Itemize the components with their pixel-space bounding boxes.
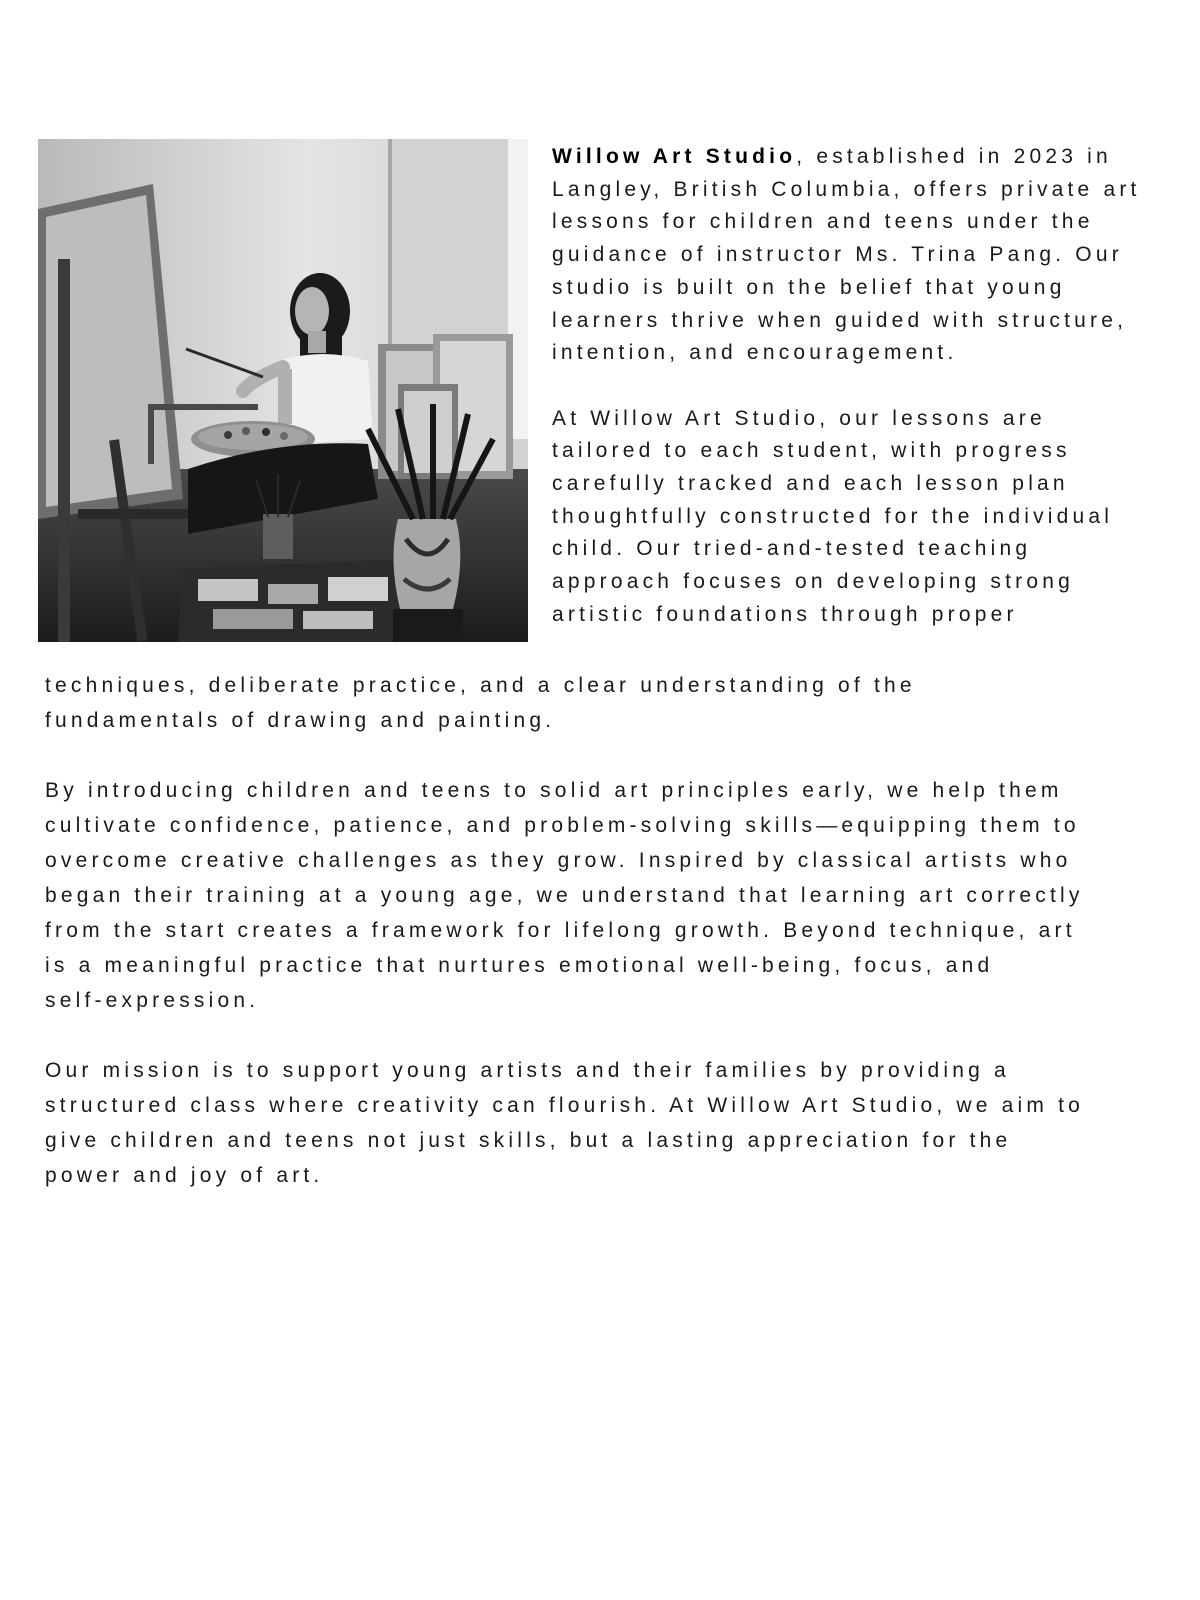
body-column	[45, 668, 1084, 1193]
intro-line: Langley, British Columbia, offers private art	[552, 177, 1141, 201]
paragraph-gap	[552, 370, 1141, 403]
paragraph4-line: structured class where creativity can flourish. At Willow Art Studio, we aim to	[45, 1094, 1085, 1117]
paragraph2-line: At Willow Art Studio, our lessons are	[552, 406, 1046, 430]
paragraph2-line: techniques, deliberate practice, and a clear understanding of the	[45, 674, 916, 697]
paragraph2-line: approach focuses on developing strong	[552, 570, 1074, 594]
paragraph3-line: By introducing children and teens to solid art principles early, we help them	[45, 779, 1063, 802]
paragraph4-line: give children and teens not just skills, but a lasting appreciation for the	[45, 1129, 1012, 1152]
paragraph4-line: Our mission is to support young artists and their families by providing a	[45, 1059, 1010, 1082]
paragraph3-line: began their training at a young age, we understand that learning art correctly	[45, 884, 1084, 907]
paragraph2-line: child. Our tried-and-tested teaching	[552, 537, 1032, 561]
studio-photo	[38, 139, 528, 642]
paragraph3-line: overcome creative challenges as they grow. Inspired by classical artists who	[45, 849, 1072, 872]
intro-line: learners thrive when guided with structure,	[552, 308, 1128, 332]
paragraph2-line: thoughtfully constructed for the individual	[552, 504, 1114, 528]
paragraph2-line: fundamentals of drawing and painting.	[45, 709, 556, 732]
photo-image-icon	[38, 139, 528, 642]
paragraph3-line: from the start creates a framework for lifelong growth. Beyond technique, art	[45, 919, 1076, 942]
studio-name: Willow Art Studio	[552, 145, 797, 168]
paragraph4-line: power and joy of art.	[45, 1164, 324, 1187]
paragraph3-line: cultivate confidence, patience, and problem-solving skills—equipping them to	[45, 814, 1080, 837]
intro-line: guidance of instructor Ms. Trina Pang. Our	[552, 243, 1123, 267]
paragraph-gap	[45, 1018, 1084, 1053]
intro-first-line	[552, 141, 1141, 174]
intro-column	[552, 141, 1141, 632]
paragraph3-line: is a meaningful practice that nurtures emotional well-being, focus, and	[45, 954, 994, 977]
intro-line: studio is built on the belief that young	[552, 275, 1066, 299]
paragraph2-line: carefully tracked and each lesson plan	[552, 472, 1069, 496]
paragraph-gap	[45, 738, 1084, 773]
paragraph2-line: artistic foundations through proper	[552, 602, 1018, 626]
intro-line: lessons for children and teens under the	[552, 210, 1094, 234]
intro-line: intention, and encouragement.	[552, 341, 958, 365]
paragraph2-line: tailored to each student, with progress	[552, 439, 1071, 463]
paragraph3-line: self-expression.	[45, 989, 260, 1012]
intro-first-line-rest: , established in 2023 in	[796, 145, 1112, 168]
